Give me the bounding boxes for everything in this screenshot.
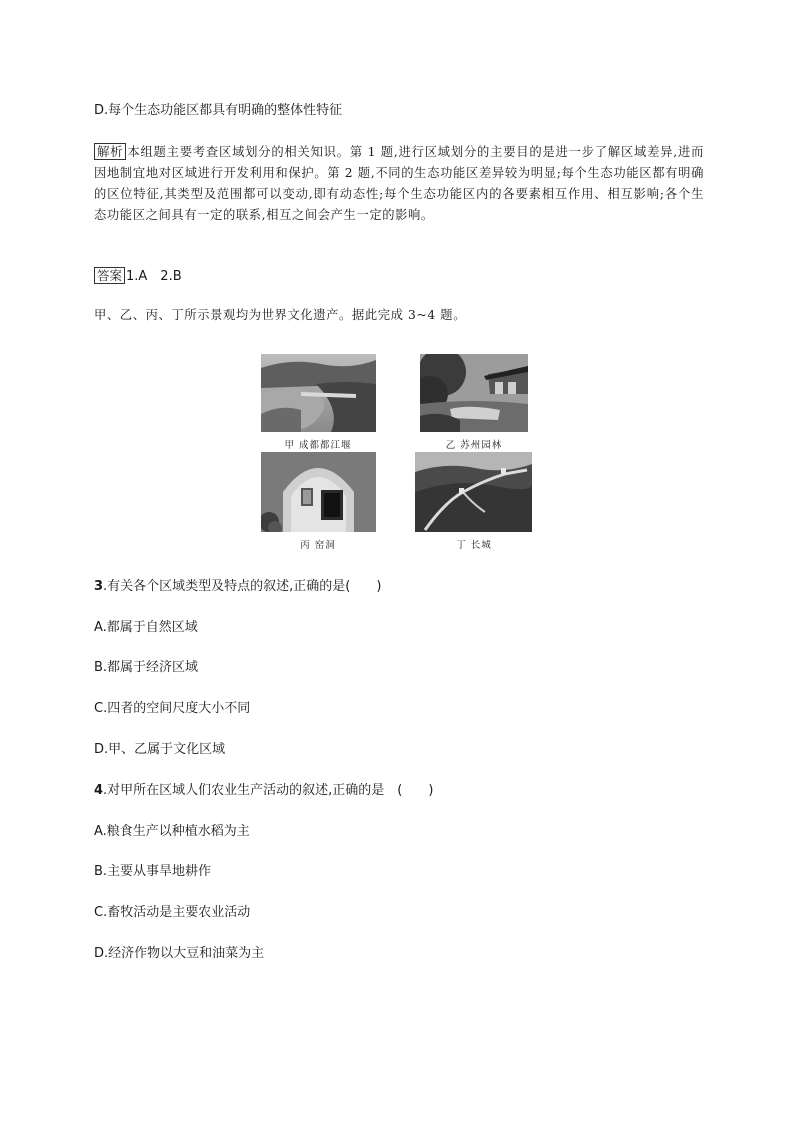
caption-jia: 甲 成都都江堰: [284, 440, 352, 451]
q4-option-a[interactable]: A.粮食生产以种植水稻为主: [94, 824, 250, 839]
answer-block: [94, 267, 182, 285]
q4-option-c[interactable]: C.畜牧活动是主要农业活动: [94, 905, 251, 920]
q3-option-c[interactable]: C.四者的空间尺度大小不同: [94, 701, 251, 716]
photo-great-wall: [415, 452, 532, 532]
photo-suzhou-garden: [420, 354, 528, 432]
photo-dujiangyan: [261, 354, 376, 432]
q3-option-a[interactable]: A.都属于自然区域: [94, 620, 198, 635]
q4-option-d[interactable]: D.经济作物以大豆和油菜为主: [94, 946, 265, 961]
caption-yi: 乙 苏州园林: [445, 440, 503, 451]
question-3-text: .有关各个区域类型及特点的叙述,正确的是( ): [103, 579, 382, 594]
question-3-stem: [94, 579, 381, 595]
question-intro: 甲、乙、丙、丁所示景观均为世界文化遗产。据此完成 3~4 题。: [94, 308, 467, 322]
caption-ding: 丁 长城: [456, 540, 492, 551]
question-4-stem: [94, 783, 433, 799]
q3-option-b[interactable]: B.都属于经济区域: [94, 660, 199, 675]
caption-bing: 丙 窑洞: [300, 540, 336, 551]
question-3-number: 3: [94, 579, 104, 594]
analysis-block: [94, 142, 704, 226]
analysis-tag: 解析: [94, 143, 126, 160]
q3-option-d[interactable]: D.甲、乙属于文化区域: [94, 742, 226, 757]
answer-tag: 答案: [94, 267, 125, 284]
photo-cave-dwelling: [261, 452, 376, 532]
answer-text: 1.A 2.B: [126, 269, 182, 284]
question-4-number: 4: [94, 783, 104, 798]
prev-option-d: D.每个生态功能区都具有明确的整体性特征: [94, 103, 343, 118]
q4-option-b[interactable]: B.主要从事旱地耕作: [94, 864, 212, 879]
question-4-text: .对甲所在区域人们农业生产活动的叙述,正确的是 ( ): [103, 783, 434, 798]
analysis-text: 本组题主要考查区域划分的相关知识。第 1 题,进行区域划分的主要目的是进一步了解区域差异,进而因地制宜地对区域进行开发利用和保护。第 2 题,不同的生态功能区差异较为明显;每个生态功能区都有明确的区位特征,其类型及范围都可以变动,即有动态性;每个生态功能区内的各要素相互作用、相互影响;各个生态功能区之间具有一定的联系,相互之间会产生一定的影响。: [94, 145, 704, 222]
